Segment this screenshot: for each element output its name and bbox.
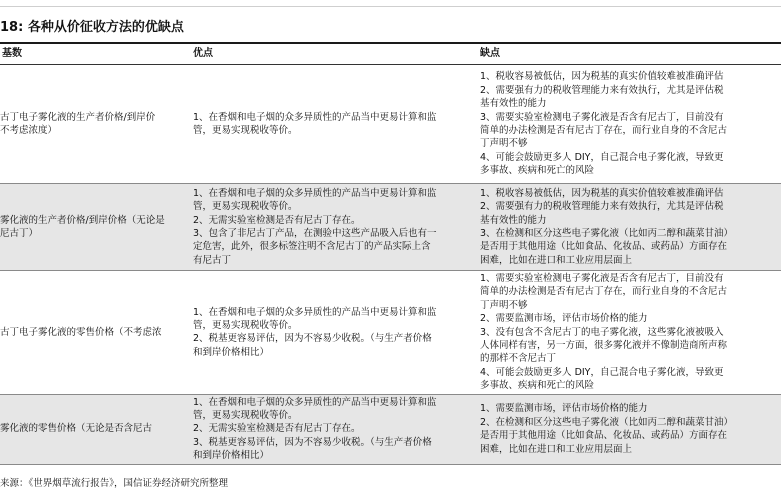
cell-text-line: 和到岸价格相比） — [193, 346, 270, 358]
cell-text-line: 1、在香烟和电子烟的众多异质性的产品当中更易计算和监 — [193, 306, 437, 318]
cell-text-line: 1、在香烟和电子烟的众多异质性的产品当中更易计算和监 — [193, 111, 437, 123]
cell-text-line: 人体同样有害，另一方面，很多雾化液并不像制造商所声称 — [480, 340, 728, 352]
cell-text-line: 3、包含了非尼古丁产品，在测验中这些产品吸入后也有一 — [193, 228, 437, 239]
cell-text-line: 4、可能会鼓励更多人 DIY，自己混合电子雾化液，导致更 — [480, 366, 724, 378]
table-title: 18: 各种从价征收方法的优缺点 — [0, 20, 184, 35]
cell-text-line: 2、需要监测市场，评估市场价格的能力 — [480, 313, 648, 325]
cell-text-line: 尼古丁） — [0, 228, 39, 239]
comparison-table — [0, 44, 781, 465]
cell-pros — [191, 65, 478, 184]
cell-text-line: 雾化液的生产者价格/到岸价格（无论是 — [0, 214, 165, 226]
cell-text-line: 是否用于其他用途（比如食品、化妆品、或药品）方面存在 — [480, 430, 728, 442]
cell-text-line: 管，更易实现税收等价。 — [193, 410, 298, 422]
table-row — [0, 184, 781, 271]
cell-text-line: 简单的办法检测是否有尼古丁存在，而行业自身的不含尼古 — [480, 286, 728, 298]
cell-cons — [478, 394, 781, 464]
cell-text-line: 1、在香烟和电子烟的众多异质性的产品当中更易计算和监 — [193, 187, 437, 199]
table-header-row — [0, 44, 781, 65]
header-basis: 基数 — [0, 44, 191, 65]
cell-text-line: 的那样不含尼古丁 — [480, 353, 557, 365]
cell-text-line: 有尼古丁 — [193, 254, 232, 266]
cell-text-line: 多事故、疾病和死亡的风险 — [480, 380, 595, 392]
cell-text-line: 2、在检测和区分这些电子雾化液（比如丙二醇和蔬菜甘油） — [480, 416, 734, 428]
cell-text-line: 1、税收容易被低估，因为税基的真实价值较难被准确评估 — [480, 187, 724, 199]
cell-text-line: 3、没有包含不含尼古丁的电子雾化液，这些雾化液被吸入 — [480, 326, 724, 338]
header-cons: 缺点 — [478, 44, 781, 65]
cell-text-line: 3、在检测和区分这些电子雾化液（比如丙二醇和蔬菜甘油） — [480, 228, 734, 239]
cell-text-line: 2、税基更容易评估，因为不容易少收税。（与生产者价格 — [193, 333, 432, 345]
cell-pros — [191, 394, 478, 464]
table-row — [0, 394, 781, 464]
cell-cons — [478, 65, 781, 184]
cell-text-line: 定危害，此外，很多标签注明不含尼古丁的产品实际上含 — [193, 241, 431, 253]
table-row — [0, 65, 781, 184]
cell-text-line: 丁声明不够 — [480, 138, 528, 150]
cell-pros — [191, 184, 478, 271]
cell-text-line: 雾化液的零售价格（无论是否含尼古 — [0, 423, 153, 435]
cell-basis — [0, 65, 191, 184]
cell-text-line: 困难，比如在进口和工业应用层面上 — [480, 443, 633, 455]
cell-text-line: 古丁电子雾化液的生产者价格/到岸价 — [0, 111, 156, 123]
cell-text-line: 丁声明不够 — [480, 299, 528, 311]
source-note: 来源：《世界烟草流行报告》，国信证券经济研究所整理 — [0, 478, 229, 489]
header-pros: 优点 — [191, 44, 478, 65]
cell-cons — [478, 184, 781, 271]
cell-text-line: 2、无需实验室检测是否有尼古丁存在。 — [193, 423, 361, 435]
cell-text-line: 多事故、疾病和死亡的风险 — [480, 165, 595, 177]
cell-text-line: 1、税收容易被低估，因为税基的真实价值较难被准确评估 — [480, 71, 724, 83]
cell-text-line: 是否用于其他用途（比如食品、化妆品、或药品）方面存在 — [480, 241, 728, 253]
cell-text-line: 管，更易实现税收等价。 — [193, 201, 298, 213]
cell-text-line: 2、需要强有力的税收管理能力来有效执行，尤其是评估税 — [480, 84, 724, 96]
cell-basis — [0, 184, 191, 271]
cell-text-line: 2、无需实验室检测是否有尼古丁存在。 — [193, 214, 361, 226]
cell-text-line: 古丁电子雾化液的零售价格（不考虑浓 — [0, 326, 162, 338]
cell-text-line: 不考虑浓度） — [0, 125, 58, 136]
cell-text-line: 管，更易实现税收等价。 — [193, 319, 298, 331]
cell-text-line: 和到岸价格相比） — [193, 450, 270, 462]
cell-text-line: 1、需要监测市场，评估市场价格的能力 — [480, 403, 648, 415]
cell-text-line: 困难，比如在进口和工业应用层面上 — [480, 254, 633, 266]
cell-pros — [191, 271, 478, 395]
cell-basis — [0, 271, 191, 395]
cell-text-line: 管，更易实现税收等价。 — [193, 125, 298, 136]
cell-text-line: 2、需要强有力的税收管理能力来有效执行，尤其是评估税 — [480, 201, 724, 213]
cell-text-line: 基有效性的能力 — [480, 214, 547, 226]
table-row — [0, 271, 781, 395]
cell-text-line: 基有效性的能力 — [480, 98, 547, 110]
cell-text-line: 4、可能会鼓励更多人 DIY，自己混合电子雾化液，导致更 — [480, 151, 724, 163]
cell-text-line: 简单的办法检测是否有尼古丁存在，而行业自身的不含尼古 — [480, 125, 728, 136]
cell-basis — [0, 394, 191, 464]
cell-text-line: 1、需要实验室检测电子雾化液是否含有尼古丁，目前没有 — [480, 273, 724, 284]
cell-text-line: 1、在香烟和电子烟的众多异质性的产品当中更易计算和监 — [193, 396, 437, 408]
cell-text-line: 3、需要实验室检测电子雾化液是否含有尼古丁，目前没有 — [480, 111, 724, 123]
header-rule — [0, 0, 781, 7]
cell-text-line: 3、税基更容易评估，因为不容易少收税。（与生产者价格 — [193, 436, 432, 448]
cell-cons — [478, 271, 781, 395]
